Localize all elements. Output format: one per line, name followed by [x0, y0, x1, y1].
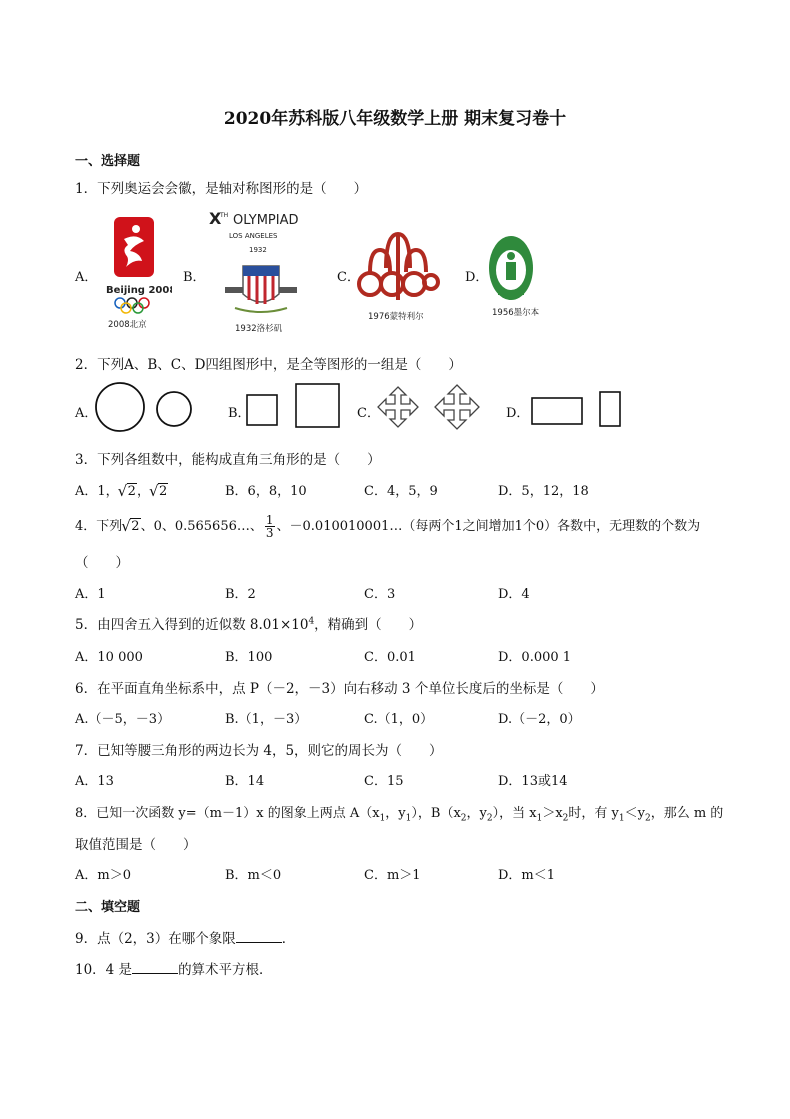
svg-text:1932: 1932 [249, 246, 267, 254]
q4-prefix: 4．下列 [75, 519, 123, 534]
fraction-one-third [265, 514, 275, 539]
sqrt-symbol [119, 484, 137, 499]
answer-blank[interactable] [132, 962, 178, 974]
subscript: 2 [486, 813, 493, 824]
svg-text:X: X [209, 209, 222, 228]
q8-text: 8．已知一次函数 y=（m－1）x 的图象上两点 A（x [75, 806, 380, 821]
q9-prefix: 9．点（2，3）在哪个象限 [75, 931, 236, 947]
question-7-stem: 7．已知等腰三角形的两边长为 4，5，则它的周长为（ ） [75, 743, 443, 759]
option-d-label: D． [465, 270, 489, 285]
option-d-label: D． [506, 406, 530, 421]
q10-prefix: 10．4 是 [75, 962, 133, 978]
radicand: 2 [127, 484, 136, 499]
q5-prefix: 5．由四舍五入得到的近似数 8.01×10 [75, 617, 309, 633]
question-5-option-a: A．10 000 [75, 650, 143, 665]
question-1-stem: 1．下列奥运会会徽，是轴对称图形的是（ ） [75, 181, 368, 197]
subscript: 1 [405, 813, 412, 824]
montreal-1976-logo [356, 228, 440, 324]
logo-caption-melbourne: 1956墨尔本 [492, 308, 540, 318]
sqrt-symbol [150, 484, 168, 499]
denominator: 3 [265, 526, 274, 540]
los-angeles-1932-logo [205, 208, 317, 336]
numerator: 1 [265, 513, 274, 527]
question-5-stem [75, 613, 422, 633]
question-4-option-b: B．2 [225, 587, 256, 602]
svg-text:LOS ANGELES: LOS ANGELES [229, 232, 278, 240]
circles-figure [92, 380, 202, 438]
question-8-option-c: C．m＞1 [364, 868, 421, 883]
q8-text: ），B（x [411, 806, 461, 821]
q8-text: ＜y [624, 806, 645, 821]
svg-text:TH: TH [220, 212, 229, 219]
question-6-option-a: A.（－5，－3） [75, 712, 171, 727]
q8-text: ＞x [542, 806, 563, 821]
question-5-option-c: C．0.01 [364, 650, 416, 665]
option-c-label: C． [337, 270, 360, 285]
arrow-crosses-figure [374, 383, 486, 439]
question-8-stem [75, 802, 723, 824]
option-c-label: C． [357, 406, 380, 421]
question-8-stem-line2: 取值范围是（ ） [75, 837, 197, 853]
exponent: 4 [308, 616, 315, 627]
q4-middle: 、0、0.565656…、 [140, 519, 263, 534]
question-8-option-b: B．m＜0 [225, 868, 282, 883]
question-10 [75, 958, 273, 978]
question-8-option-a: A．m＞0 [75, 868, 131, 883]
radicand: 2 [131, 519, 140, 534]
subscript: 2 [460, 813, 467, 824]
question-6-option-d: D.（－2，0） [498, 712, 581, 727]
question-7-option-c: C．15 [364, 774, 404, 789]
question-8-option-d: D．m＜1 [498, 868, 556, 883]
q9-suffix: ． [281, 931, 296, 947]
question-2-stem: 2．下列A、B、C、D四组图形中，是全等图形的一组是（ ） [75, 357, 462, 373]
question-3-option-b: B．6，8，10 [225, 484, 307, 499]
question-9 [75, 927, 295, 947]
question-7-option-d: D．13或14 [498, 774, 568, 789]
option-a-label: A． [75, 406, 98, 421]
question-3-option-a [75, 480, 168, 499]
section-heading-choice: 一、选择题 [75, 154, 141, 169]
melbourne-1956-logo [486, 232, 546, 322]
question-4-option-a: A．1 [75, 587, 106, 602]
question-4-paren: （ ） [75, 555, 129, 571]
q8-text: ，那么 m 的 [650, 806, 724, 821]
option-b-label: B． [183, 270, 206, 285]
option-a-label: A． [75, 270, 98, 285]
question-7-option-b: B．14 [225, 774, 265, 789]
beijing-2008-logo [104, 215, 172, 333]
question-3-stem: 3．下列各组数中，能构成直角三角形的是（ ） [75, 452, 381, 468]
q8-text: ，y [385, 806, 406, 821]
question-4-stem [75, 514, 700, 539]
radicand: 2 [158, 484, 168, 499]
question-4-option-c: C．3 [364, 587, 396, 602]
subscript: 2 [644, 813, 651, 824]
subscript: 2 [562, 813, 569, 824]
subscript: 1 [379, 813, 386, 824]
logo-caption-los-angeles: 1932洛杉矶 [235, 324, 283, 334]
question-6-option-b: B.（1，－3） [225, 712, 308, 727]
q8-text: ），当 x [492, 806, 537, 821]
q8-text: 时，有 y [568, 806, 619, 821]
squares-figure [244, 382, 344, 434]
svg-text:Beijing 2008: Beijing 2008 [106, 285, 172, 296]
q4-suffix: 、－0.010010001…（每两个1之间增加1个0）各数中，无理数的个数为 [276, 519, 701, 534]
page-title: 2020年苏科版八年级数学上册 期末复习卷十 [223, 109, 567, 129]
svg-text:OLYMPIAD: OLYMPIAD [233, 213, 299, 228]
question-5-option-b: B．100 [225, 650, 273, 665]
q10-suffix: 的算术平方根． [178, 962, 273, 978]
question-6-option-c: C.（1，0） [364, 712, 434, 727]
q8-text: ，y [466, 806, 487, 821]
q5-suffix: ，精确到（ ） [314, 617, 423, 633]
rectangles-figure [528, 388, 628, 434]
answer-blank[interactable] [236, 931, 282, 943]
sqrt-symbol [122, 519, 140, 534]
question-6-stem: 6．在平面直角坐标系中，点 P（－2，－3）向右移动 3 个单位长度后的坐标是（ ） [75, 681, 604, 697]
question-3-option-d: D．5，12，18 [498, 484, 589, 499]
logo-caption-montreal: 1976蒙特利尔 [368, 312, 424, 322]
separator: ， [136, 484, 150, 499]
question-7-option-a: A．13 [75, 774, 114, 789]
subscript: 1 [536, 813, 543, 824]
q3-a-prefix: A．1， [75, 484, 119, 499]
question-3-option-c: C．4，5，9 [364, 484, 438, 499]
section-heading-fill: 二、填空题 [75, 900, 141, 915]
logo-caption-beijing: 2008北京 [108, 320, 147, 330]
question-5-option-d: D．0.000 1 [498, 650, 572, 665]
subscript: 1 [618, 813, 625, 824]
question-4-option-d: D．4 [498, 587, 530, 602]
option-b-label: B． [228, 406, 251, 421]
